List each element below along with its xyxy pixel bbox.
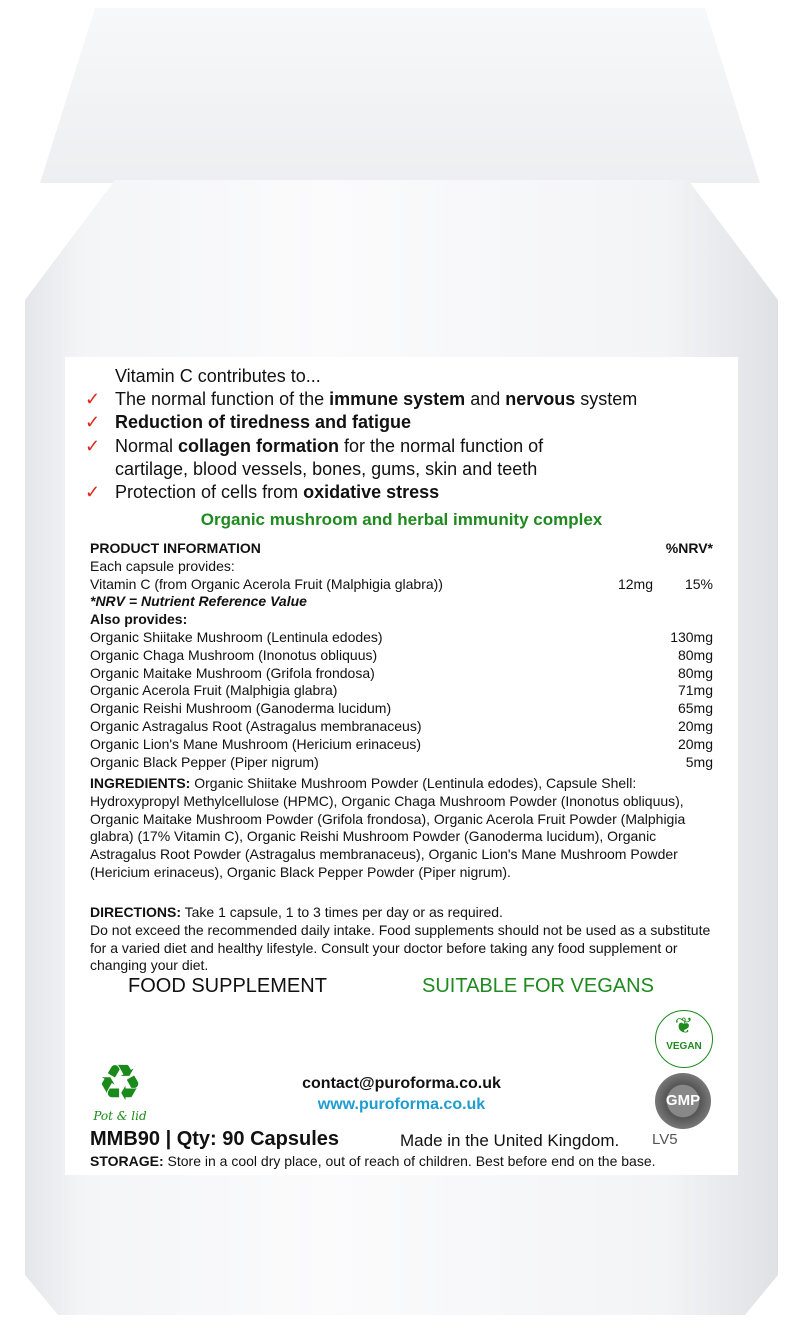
text: system	[575, 389, 638, 410]
ingredient-name: Organic Acerola Fruit (Malphigia glabra)	[90, 682, 338, 699]
directions-warning: Do not exceed the recommended daily intake. Food supplements should not be used as a substitute for a varied diet and healthy lifestyle. Consult your doctor before taking any food supplement or changing your diet.	[90, 921, 711, 974]
text: collagen formation	[178, 435, 340, 456]
product-code: MMB90 | Qty: 90 Capsules	[90, 1128, 340, 1150]
storage-text: Store in a cool dry place, out of reach of children. Best before end on the base.	[163, 1153, 656, 1169]
ingredient-amount: 20mg	[677, 735, 713, 752]
text: The normal function of the	[115, 389, 330, 410]
ingredients-label: INGREDIENTS:	[90, 775, 191, 791]
ingredient-amount: 130mg	[670, 628, 713, 645]
benefit-item	[85, 435, 637, 458]
email-link[interactable]: contact@puroforma.co.uk	[302, 1075, 501, 1092]
table-row	[90, 629, 713, 647]
version-code: LV5	[652, 1131, 678, 1148]
check-icon: ✓	[85, 435, 101, 456]
product-label	[65, 357, 738, 1175]
product-info-table	[90, 540, 713, 771]
ingredient-amount: 80mg	[677, 664, 713, 681]
directions-text: Take 1 capsule, 1 to 3 times per day or as required.	[181, 904, 503, 920]
text: Normal	[115, 435, 179, 456]
nrv-header: %NRV*	[665, 540, 713, 556]
benefits-list	[85, 365, 637, 504]
benefit-continuation: cartilage, blood vessels, bones, gums, skin and teeth	[115, 458, 538, 479]
ingredient-amount: 5mg	[685, 753, 713, 770]
ingredient-amount: 65mg	[677, 700, 713, 717]
gmp-badge	[655, 1073, 711, 1129]
also-provides-label: Also provides:	[90, 611, 188, 628]
ingredient-amount: 20mg	[677, 717, 713, 734]
text: nervous	[505, 389, 576, 410]
storage	[90, 1153, 656, 1169]
recycle-label: Pot & lid	[93, 1109, 147, 1123]
text: Protection of cells from	[115, 482, 304, 503]
text: Reduction of tiredness and fatigue	[115, 412, 412, 433]
ingredient-name: Organic Shiitake Mushroom (Lentinula edodes)	[90, 628, 383, 645]
text: for the normal function of	[339, 435, 544, 456]
ingredient-name: Organic Black Pepper (Piper nigrum)	[90, 753, 319, 770]
table-title: PRODUCT INFORMATION	[90, 540, 261, 556]
table-row	[90, 736, 713, 754]
bottle-cap	[40, 8, 760, 190]
check-icon: ✓	[85, 482, 101, 503]
website-link[interactable]: www.puroforma.co.uk	[317, 1096, 486, 1113]
ingredient-name: Organic Lion's Mane Mushroom (Hericium erinaceus)	[90, 735, 422, 752]
table-row	[90, 665, 713, 683]
storage-label: STORAGE:	[90, 1153, 164, 1169]
contact-block	[65, 1073, 738, 1115]
table-row	[90, 576, 713, 594]
ingredient-name: Organic Chaga Mushroom (Inonotus obliquus)	[90, 646, 378, 663]
check-icon: ✓	[85, 412, 101, 433]
vegan-label: SUITABLE FOR VEGANS	[422, 975, 654, 997]
table-row	[90, 754, 713, 772]
benefits-intro: Vitamin C contributes to...	[115, 366, 321, 386]
table-row	[90, 718, 713, 736]
benefit-item	[85, 481, 637, 504]
table-row	[90, 682, 713, 700]
nutrient-name: Vitamin C (from Organic Acerola Fruit (Malphigia glabra))	[90, 575, 443, 592]
ingredient-name: Organic Reishi Mushroom (Ganoderma lucidum)	[90, 700, 392, 717]
vegan-badge-text: VEGAN	[666, 1041, 702, 1052]
table-row	[90, 647, 713, 665]
nutrient-amount: 12mg	[617, 575, 653, 592]
gmp-badge-text: GMP	[665, 1092, 701, 1109]
nrv-note: *NRV = Nutrient Reference Value	[90, 593, 307, 610]
each-capsule-label: Each capsule provides:	[90, 557, 235, 574]
leaf-icon: ❦	[674, 1013, 694, 1038]
complex-heading: Organic mushroom and herbal immunity complex	[200, 510, 603, 529]
directions-label: DIRECTIONS:	[90, 904, 181, 920]
benefit-item	[85, 411, 637, 434]
ingredient-name: Organic Astragalus Root (Astragalus membranaceus)	[90, 717, 422, 734]
check-icon: ✓	[85, 389, 101, 410]
table-row	[90, 700, 713, 718]
text: oxidative stress	[303, 482, 440, 503]
ingredient-amount: 71mg	[677, 682, 713, 699]
nutrient-nrv: 15%	[684, 575, 713, 592]
food-supplement-label: FOOD SUPPLEMENT	[128, 975, 327, 997]
text: and	[465, 389, 506, 410]
ingredient-name: Organic Maitake Mushroom (Grifola frondosa)	[90, 664, 375, 681]
benefit-item	[85, 388, 637, 411]
vegan-badge	[655, 1010, 713, 1068]
directions	[90, 904, 720, 975]
ingredients	[90, 775, 720, 882]
recycle-icon: ♻	[97, 1055, 143, 1111]
made-in: Made in the United Kingdom.	[400, 1131, 620, 1150]
ingredient-amount: 80mg	[677, 646, 713, 663]
text: immune system	[329, 389, 466, 410]
ingredients-text: Organic Shiitake Mushroom Powder (Lentinula edodes), Capsule Shell: Hydroxypropyl Methylcellulose (HPMC), Organic Chaga Mushroom Powder (Inonotus obliquus), Organic Maitake Mushroom Powder (Grifola frondosa), Organic Acerola Fruit Powder (Malphigia glabra) (17% Vitamin C), Organic Reishi Mushroom Powder (Ganoderma lucidum), Organic Astragalus Root Powder (Astragalus membranaceus), Organic Lion's Mane Mushroom Powder (Hericium erinaceus), Organic Black Pepper Powder (Piper nigrum).	[90, 775, 686, 880]
